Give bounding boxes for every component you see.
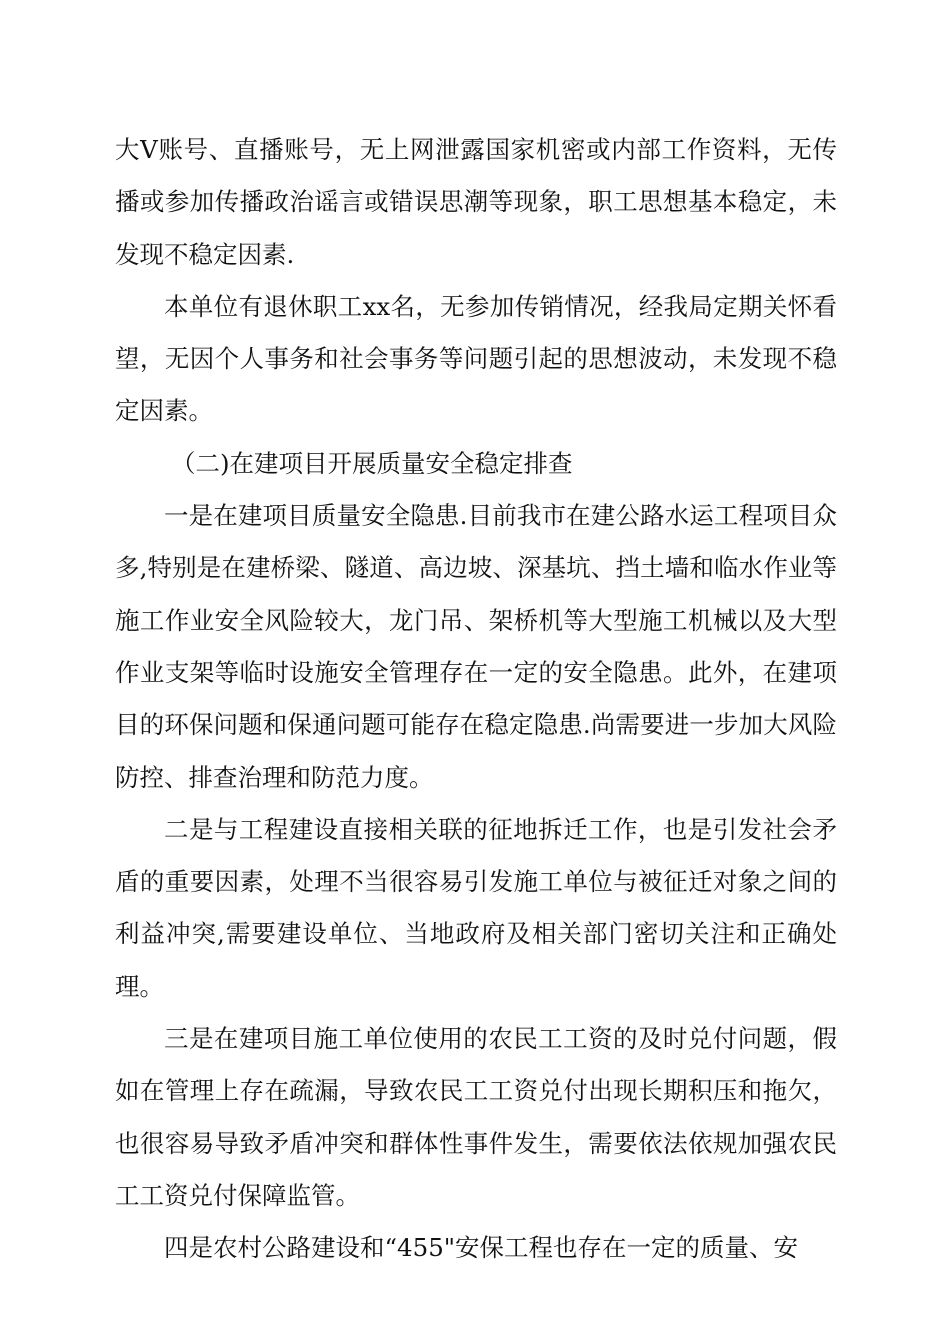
paragraph-quality-safety-hazards: 一是在建项目质量安全隐患.目前我市在建公路水运工程项目众多,特别是在建桥梁、隧道、高边坡、深基坑、挡土墙和临水作业等施工作业安全风险较大，龙门吊、架桥机等大型施工机械以及大型作业支架等临时设施安全管理存在一定的安全隐患。此外，在建项目的环保问题和保通问题可能存在稳定隐患.尚需要进一步加大风险防控、排查治理和防范力度。 <box>115 501 837 792</box>
paragraph-retained-accounts: 大V账号、直播账号，无上网泄露国家机密或内部工作资料，无传播或参加传播政治谣言或错误思潮等现象，职工思想基本稳定，未发现不稳定因素. <box>115 135 837 269</box>
paragraph-migrant-wages: 三是在建项目施工单位使用的农民工工资的及时兑付问题，假如在管理上存在疏漏，导致农民工工资兑付出现长期积压和拖欠，也很容易导致矛盾冲突和群体性事件发生，需要依法依规加强农民工工资兑付保障监管。 <box>115 1024 837 1210</box>
paragraph-rural-roads: 四是农村公路建设和“455"安保工程也存在一定的质量、安 <box>164 1233 799 1263</box>
paragraph-land-acquisition: 二是与工程建设直接相关联的征地拆迁工作，也是引发社会矛盾的重要因素，处理不当很容易引发施工单位与被征迁对象之间的利益冲突,需要建设单位、当地政府及相关部门密切关注和正确处理。 <box>115 814 837 1001</box>
document-body <box>115 124 837 1275</box>
paragraph-retired-staff: 本单位有退休职工xx名，无参加传销情况，经我局定期关怀看望，无因个人事务和社会事务等问题引起的思想波动，未发现不稳定因素。 <box>115 291 837 426</box>
section-heading-project-inspection: （二)在建项目开展质量安全稳定排查 <box>171 448 573 478</box>
